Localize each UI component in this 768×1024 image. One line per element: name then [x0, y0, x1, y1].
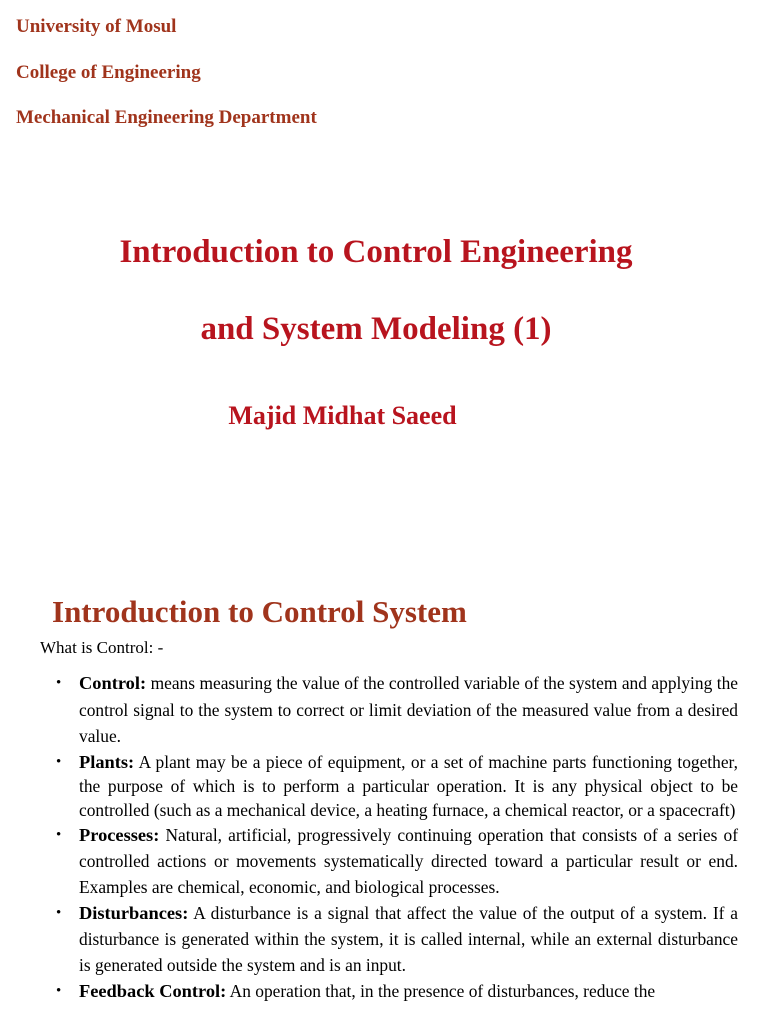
bullet-icon: •	[56, 675, 62, 691]
bullet-icon: •	[56, 905, 62, 922]
definition-term: Plants:	[79, 751, 135, 772]
definition-text: A disturbance is a signal that affect the value of the output of a system. If a disturbance is generated within the system, it is called internal, while an external disturbance is generated outside the system and is an input.	[79, 903, 738, 976]
definition-term: Disturbances:	[79, 903, 189, 924]
section-heading: Introduction to Control System	[52, 594, 467, 629]
definition-list	[56, 670, 738, 1004]
author-name: Majid Midhat Saeed	[228, 401, 457, 430]
college-name: College of Engineering	[16, 62, 201, 83]
document-title-line-1: Introduction to Control Engineering	[119, 234, 633, 270]
definition-term: Control:	[79, 673, 147, 693]
bullet-icon: •	[56, 753, 62, 770]
definition-term: Feedback Control:	[79, 981, 227, 1002]
definition-text: Natural, artificial, progressively continuing operation that consists of a series of controlled actions or movements systematically directed toward a particular result or end. Examples are chemical, economic, and biological processes.	[79, 825, 738, 898]
definition-text: means measuring the value of the controlled variable of the system and applying the control signal to the system to correct or limit deviation of the measured value from a desired value.	[79, 673, 738, 746]
definition-term: Processes:	[79, 825, 160, 846]
department-name: Mechanical Engineering Department	[16, 107, 317, 128]
definition-item-control	[56, 670, 738, 750]
document-title-line-2: and System Modeling (1)	[200, 311, 552, 347]
intro-question: What is Control: -	[40, 638, 164, 657]
definition-text: An operation that, in the presence of disturbances, reduce the	[226, 981, 656, 1002]
bullet-icon: •	[56, 827, 62, 844]
definition-item-disturbances	[56, 900, 738, 978]
bullet-icon: •	[56, 983, 62, 1000]
definition-item-plants	[56, 750, 738, 823]
definition-item-processes	[56, 822, 738, 900]
university-name: University of Mosul	[16, 16, 177, 37]
definition-item-feedback-control	[56, 978, 738, 1004]
definition-text: A plant may be a piece of equipment, or a set of machine parts functioning together, the purpose of which is to perform a particular operation. It is any physical object to be controlled (such as a mechanical device, a heating furnace, a chemical reactor, or a spacecraft)	[79, 751, 738, 821]
